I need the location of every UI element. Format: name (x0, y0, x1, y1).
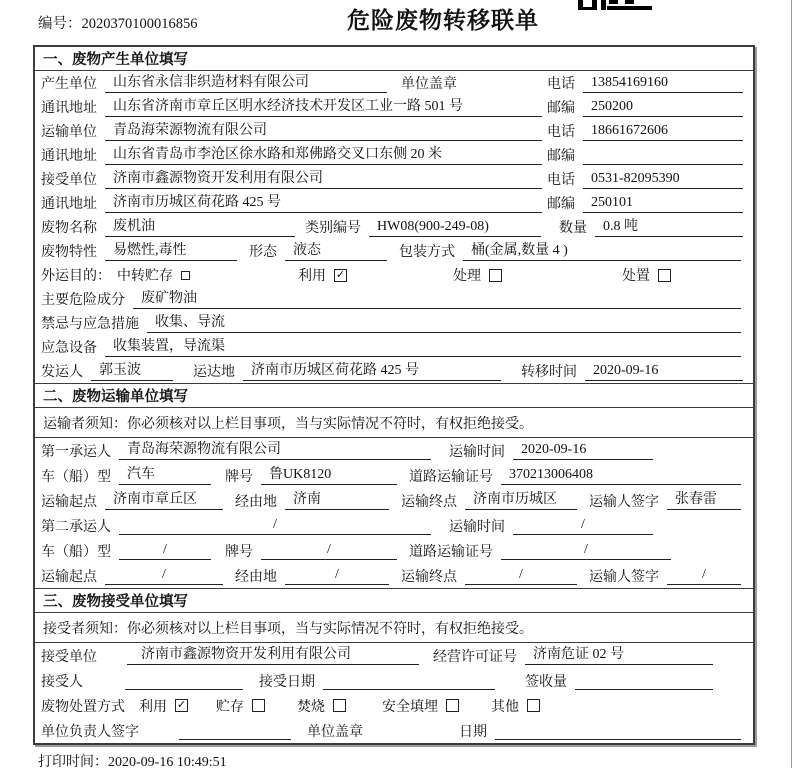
carrier1-value: 青岛海荣源物流有限公司 (119, 441, 431, 460)
road-license1-value: 370213006408 (501, 466, 741, 485)
purpose-label: 外运目的： (41, 269, 111, 284)
zip3-value: 250101 (583, 194, 743, 213)
address3-value: 济南市历城区荷花路 425 号 (105, 194, 542, 213)
accept-unit-label: 接受单位 (41, 649, 97, 665)
section2-header: 二、废物运输单位填写 (35, 383, 753, 408)
carrier1-label: 第一承运人 (41, 444, 111, 460)
waste-name-value: 废机油 (105, 218, 295, 237)
print-time-value: 2020-09-16 10:49:51 (108, 755, 227, 768)
shipper-label: 发运人 (41, 365, 83, 380)
sign1-value: 张春雷 (667, 491, 741, 510)
purpose-option-utilize: 利用 ✓ (298, 268, 346, 284)
form-label: 形态 (249, 245, 277, 260)
row-producer-address (35, 95, 753, 119)
address2-label: 通讯地址 (41, 149, 97, 164)
row-accept-unit (35, 643, 753, 668)
accept-date-label: 接受日期 (259, 674, 315, 690)
receiver-notice: 接受者须知：你必须核对以上栏目事项，当与实际情况不符时，有权拒绝接受。 (35, 613, 753, 643)
emergency-label: 禁忌与应急措施 (41, 317, 139, 332)
packing-label: 包装方式 (399, 245, 455, 260)
row-waste-name (35, 215, 753, 239)
row-route1 (35, 488, 753, 513)
road-license2-value: / (501, 541, 671, 560)
transport-time2-value: / (513, 516, 653, 535)
zip1-value: 250200 (583, 98, 743, 117)
print-time-label: 打印时间： (38, 755, 108, 768)
via2-value: / (285, 566, 389, 585)
destination-label: 运达地 (193, 365, 235, 380)
sign1-label: 运输人签字 (589, 494, 659, 510)
zip2-value (583, 146, 743, 165)
vehicle1-label: 车（船）型 (41, 469, 111, 485)
row-transporter (35, 119, 753, 143)
zip1-label: 邮编 (547, 101, 575, 116)
disposal-option-utilize: 利用 ✓ (139, 699, 187, 715)
page-title: 危险废物转移联单 (347, 8, 539, 33)
permit-label: 经营许可证号 (433, 649, 517, 665)
treat-checkbox (489, 269, 502, 282)
permit-value: 济南危证 02 号 (525, 646, 713, 665)
seal-date-value (495, 721, 741, 740)
traits-label: 废物特性 (41, 245, 97, 260)
section1-header: 一、废物产生单位填写 (35, 47, 753, 71)
transfer-time-value: 2020-09-16 (585, 362, 743, 381)
vehicle2-label: 车（船）型 (41, 544, 111, 560)
row-purpose (35, 263, 753, 287)
utilize-checkbox: ✓ (335, 268, 346, 281)
phone1-value: 13854169160 (583, 74, 743, 93)
via1-value: 济南 (285, 491, 389, 510)
producer-label: 产生单位 (41, 77, 97, 92)
receiver-label: 接受单位 (41, 173, 97, 188)
emergency-value: 收集、导流 (147, 314, 741, 333)
transport-time1-label: 运输时间 (449, 444, 505, 460)
receiver-value: 济南市鑫源物资开发利用有限公司 (105, 170, 542, 189)
disposal-incinerate-checkbox (333, 699, 346, 712)
doc-number-value: 2020370100016856 (81, 16, 198, 32)
row-shipper (35, 359, 753, 383)
plate1-label: 牌号 (225, 469, 253, 485)
origin1-label: 运输起点 (41, 494, 97, 510)
packing-value: 桶(金属,数量 4 ) (463, 242, 741, 261)
origin2-value: / (105, 566, 223, 585)
transport-time2-label: 运输时间 (449, 519, 505, 535)
transfer-time-label: 转移时间 (521, 365, 577, 380)
section3-header: 三、废物接受单位填写 (35, 588, 753, 613)
accept-person-value (125, 671, 243, 690)
disposal-option-other: 其他 (491, 696, 540, 716)
disposal-utilize-checkbox: ✓ (176, 699, 187, 711)
receipt-amount-value (575, 671, 713, 690)
dispose-checkbox (658, 269, 671, 282)
disposal-landfill-checkbox (446, 699, 459, 712)
row-hazard-components (35, 287, 753, 311)
seal-date-label: 日期 (459, 724, 487, 740)
end2-value: / (465, 566, 577, 585)
end1-label: 运输终点 (401, 494, 457, 510)
row-receiver-address (35, 191, 753, 215)
phone1-label: 电话 (547, 77, 575, 92)
disposal-option-incinerate: 焚烧 (297, 696, 346, 716)
disposal-method-label: 废物处置方式 (41, 699, 125, 715)
hazard-label: 主要危险成分 (41, 293, 125, 308)
producer-value: 山东省永信非织造材料有限公司 (105, 74, 387, 93)
row-vehicle1 (35, 463, 753, 488)
plate1-value: 鲁UK8120 (261, 466, 397, 485)
responsible-sign-value (179, 721, 291, 740)
road-license2-label: 道路运输证号 (409, 544, 493, 560)
transfer-storage-checkbox (181, 271, 190, 280)
disposal-other-checkbox (527, 699, 540, 712)
category-label: 类别编号 (305, 221, 361, 236)
equipment-label: 应急设备 (41, 341, 97, 356)
row-waste-traits (35, 239, 753, 263)
row-emergency-equipment (35, 335, 753, 359)
waste-name-label: 废物名称 (41, 221, 97, 236)
origin1-value: 济南市章丘区 (105, 491, 223, 510)
disposal-option-storage: 贮存 (216, 696, 265, 716)
print-time (38, 751, 227, 768)
plate2-label: 牌号 (225, 544, 253, 560)
accept-date-value (323, 671, 495, 690)
transporter-label: 运输单位 (41, 125, 97, 140)
phone2-label: 电话 (547, 125, 575, 140)
transporter-notice: 运输者须知：你必须核对以上栏目事项，当与实际情况不符时，有权拒绝接受。 (35, 408, 753, 438)
phone2-value: 18661672606 (583, 122, 743, 141)
receipt-amount-label: 签收量 (525, 674, 567, 690)
shipper-value: 郭玉波 (91, 362, 173, 381)
via2-label: 经由地 (235, 569, 277, 585)
equipment-value: 收集装置，导流渠 (105, 338, 741, 357)
responsible-sign-label: 单位负责人签字 (41, 724, 139, 740)
row-vehicle2 (35, 538, 753, 563)
disposal-storage-checkbox (252, 699, 265, 712)
sign2-label: 运输人签字 (589, 569, 659, 585)
accept-unit-value: 济南市鑫源物资开发利用有限公司 (127, 646, 419, 665)
vehicle2-value: / (119, 541, 211, 560)
row-disposal-method (35, 693, 753, 718)
row-receiver (35, 167, 753, 191)
phone3-label: 电话 (547, 173, 575, 188)
transport-time1-value: 2020-09-16 (513, 441, 653, 460)
transfer-form-table (33, 45, 755, 745)
traits-value: 易燃性,毒性 (105, 242, 237, 261)
row-carrier1 (35, 438, 753, 463)
disposal-option-landfill: 安全填埋 (382, 696, 459, 716)
row-accept-person (35, 668, 753, 693)
road-license1-label: 道路运输证号 (409, 469, 493, 485)
purpose-option-treat: 处理 (453, 265, 502, 285)
end1-value: 济南市历城区 (465, 491, 577, 510)
transporter-value: 青岛海荣源物流有限公司 (105, 122, 542, 141)
doc-number-label: 编号： (38, 16, 82, 32)
form-value: 液态 (285, 242, 387, 261)
end2-label: 运输终点 (401, 569, 457, 585)
purpose-option-transfer-storage: 中转贮存 (117, 265, 190, 285)
row-emergency-measures (35, 311, 753, 335)
destination-value: 济南市历城区荷花路 425 号 (243, 362, 501, 381)
address3-label: 通讯地址 (41, 197, 97, 212)
carrier2-label: 第二承运人 (41, 519, 111, 535)
accept-person-label: 接受人 (41, 674, 83, 690)
unit-seal2-label: 单位盖章 (307, 724, 363, 740)
row-carrier2 (35, 513, 753, 538)
quantity-label: 数量 (559, 221, 587, 236)
carrier2-value: / (119, 516, 431, 535)
sign2-value: / (667, 566, 741, 585)
vehicle1-value: 汽车 (119, 466, 211, 485)
row-route2 (35, 563, 753, 588)
category-value: HW08(900-249-08) (369, 218, 541, 237)
phone3-value: 0531-82095390 (583, 170, 743, 189)
zip3-label: 邮编 (547, 197, 575, 212)
zip2-label: 邮编 (547, 149, 575, 164)
quantity-value: 0.8 吨 (595, 218, 743, 237)
row-transporter-address (35, 143, 753, 167)
hazard-value: 废矿物油 (133, 290, 741, 309)
row-producer (35, 71, 753, 95)
address2-value: 山东省青岛市李沧区徐水路和郑佛路交叉口东侧 20 米 (105, 146, 542, 165)
address1-value: 山东省济南市章丘区明水经济技术开发区工业一路 501 号 (105, 98, 542, 117)
unit-seal-label: 单位盖章 (401, 77, 457, 92)
origin2-label: 运输起点 (41, 569, 97, 585)
row-responsible-sign (35, 718, 753, 743)
purpose-option-dispose: 处置 (622, 265, 671, 285)
plate2-value: / (261, 541, 397, 560)
page-right-edge (791, 0, 793, 768)
via1-label: 经由地 (235, 494, 277, 510)
address1-label: 通讯地址 (41, 101, 97, 116)
